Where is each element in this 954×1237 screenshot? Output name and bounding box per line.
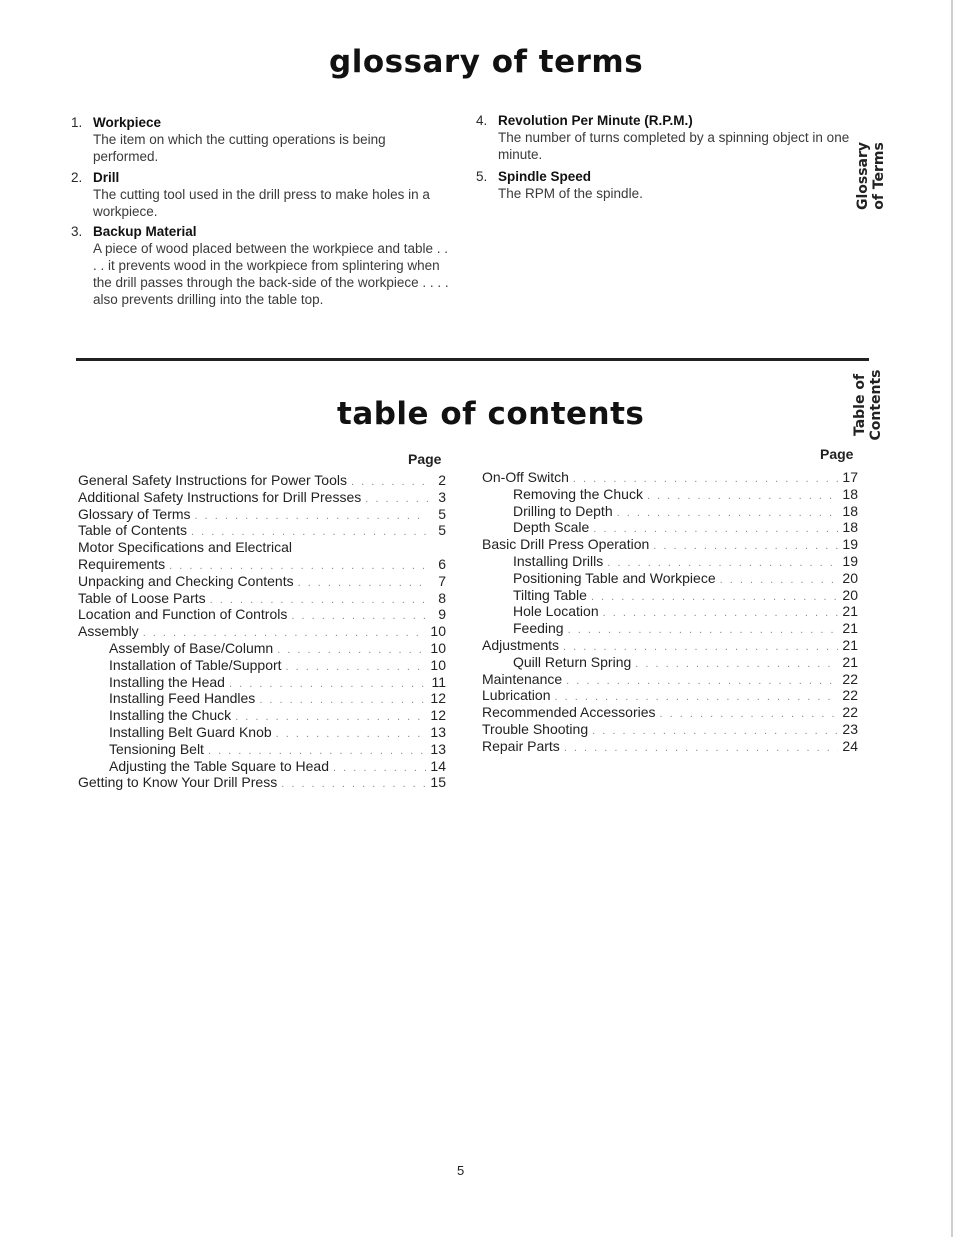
toc-entry-title: Assembly [78,623,139,640]
toc-entry-title: Installation of Table/Support [109,656,282,673]
toc-leader-dots [607,557,838,569]
toc-left-column [78,472,446,791]
toc-entry-title: Depth Scale [513,519,590,536]
toc-entry-page: 8 [438,589,446,606]
toc-entry-title: Table of Contents [78,522,187,539]
toc-leader-dots [259,694,426,706]
toc-entry [482,704,858,721]
toc-entry [78,539,446,556]
glossary-definition: The RPM of the spindle. [498,186,643,201]
toc-leader-dots [593,523,838,535]
toc-leader-dots [191,526,428,538]
toc-entry-title: Tensioning Belt [109,740,204,757]
toc-leader-dots [210,594,428,606]
toc-entry-title: Installing Feed Handles [109,690,256,707]
glossary-term: Workpiece [93,115,162,130]
toc-entry-page: 3 [438,488,446,505]
toc-leader-dots [277,644,426,656]
toc-entry-title: Requirements [78,555,166,572]
toc-entry-page: 10 [430,623,446,640]
toc-entry-title: On-Off Switch [482,469,569,485]
toc-entry [78,758,446,775]
toc-entry-page: 6 [438,555,446,572]
glossary-item-number: 1. [71,115,83,130]
toc-leader-dots [647,490,838,502]
toc-leader-dots [208,745,426,757]
toc-leader-dots [566,675,838,687]
toc-entry-title: Recommended Accessories [482,704,656,721]
toc-leader-dots [281,778,426,790]
toc-leader-dots [229,678,427,690]
glossary-item-number: 3. [71,224,83,239]
toc-leader-dots [591,591,838,603]
toc-entry-title: Repair Parts [482,737,560,754]
toc-entry-page: 13 [430,740,446,757]
toc-entry-title: Getting to Know Your Drill Press [78,774,278,791]
toc-entry-page: 9 [438,606,446,623]
toc-leader-dots [143,627,427,639]
glossary-section-tab [855,136,889,216]
tab-label-line: of Terms [871,142,887,210]
page-number: 5 [457,1163,465,1178]
toc-entry-page: 18 [842,519,858,536]
toc-leader-dots [660,708,839,720]
toc-entry [78,774,446,791]
toc-entry [78,556,446,573]
glossary-item-number: 4. [476,113,488,128]
toc-entry-title: Location and Function of Controls [78,606,288,623]
toc-entry-page: 20 [842,586,858,603]
toc-entry-page: 24 [842,737,858,754]
toc-entry [482,570,858,587]
glossary-item-number: 2. [71,170,83,185]
toc-entry [78,657,446,674]
glossary-term: Spindle Speed [498,169,592,184]
toc-entry-page: 2 [438,472,446,488]
toc-entry-page: 20 [842,569,858,586]
toc-entry-title: General Safety Instructions for Power Tools [78,472,347,488]
toc-entry-page: 13 [430,723,446,740]
toc-heading: table of contents [337,396,645,432]
toc-entry [78,640,446,657]
toc-right-column [482,469,858,755]
toc-entry-page: 14 [430,757,446,774]
toc-entry-title: Removing the Chuck [513,485,643,502]
section-divider [76,358,869,361]
toc-leader-dots [563,641,838,653]
toc-entry [78,707,446,724]
toc-leader-dots [286,661,427,673]
glossary-heading: glossary of terms [329,44,644,80]
toc-entry-page: 5 [438,505,446,522]
glossary-term: Revolution Per Minute (R.P.M.) [498,113,693,128]
toc-entry [482,486,858,503]
toc-leader-dots [298,577,428,589]
glossary-term: Drill [93,170,120,185]
toc-entry [482,587,858,604]
toc-entry [482,536,858,553]
toc-entry [78,724,446,741]
toc-entry [482,687,858,704]
toc-entry-title: Unpacking and Checking Contents [78,572,294,589]
toc-entry-page: 18 [842,502,858,519]
toc-entry [78,472,446,489]
toc-leader-dots [555,691,839,703]
toc-entry-title: Adjusting the Table Square to Head [109,757,330,774]
toc-entry-title: Tilting Table [513,586,587,603]
toc-leader-dots [564,742,839,754]
tab-label-line: Glossary [855,141,871,211]
toc-leader-dots [592,725,838,737]
toc-entry-page: 21 [842,636,858,653]
toc-leader-dots [351,476,428,488]
toc-entry-page: 15 [430,774,446,791]
toc-entry-title: Trouble Shooting [482,720,589,737]
toc-entry-title: Installing Belt Guard Knob [109,723,272,740]
toc-leader-dots [365,493,428,505]
toc-entry-page: 23 [842,720,858,737]
toc-entry-page: 10 [430,656,446,673]
toc-entry-title: Glossary of Terms [78,505,191,522]
glossary-definition: The number of turns completed by a spinning object in one minute. [498,130,850,162]
glossary-item-spindle-speed [476,168,836,202]
toc-entry [482,620,858,637]
toc-entry [482,671,858,688]
toc-entry-page: 21 [842,603,858,620]
toc-entry-title: Motor Specifications and Electrical [78,539,292,556]
toc-leader-dots [603,607,839,619]
toc-entry-page: 19 [842,552,858,569]
glossary-term: Backup Material [93,224,197,239]
toc-entry [482,738,858,755]
toc-entry [78,506,446,523]
toc-entry [78,606,446,623]
toc-entry [78,741,446,758]
toc-entry-page: 22 [842,670,858,687]
toc-entry-page: 21 [842,653,858,670]
toc-entry-title: Basic Drill Press Operation [482,536,650,553]
page-edge [951,0,953,1237]
toc-entry-title: Lubrication [482,687,551,704]
glossary-definition: The item on which the cutting operations is being performed. [93,132,386,164]
toc-entry-title: Table of Loose Parts [78,589,206,606]
glossary-item-number: 5. [476,169,488,184]
toc-entry-page: 22 [842,704,858,721]
toc-entry [482,637,858,654]
toc-entry [482,553,858,570]
toc-leader-dots [653,540,838,552]
toc-entry-title: Quill Return Spring [513,653,632,670]
toc-page-header-right: Page [820,446,854,462]
toc-entry-page: 17 [842,469,858,485]
toc-entry-page: 19 [842,536,858,553]
glossary-item-workpiece [71,114,451,165]
glossary-definition: The cutting tool used in the drill press to make holes in a workpiece. [93,187,430,219]
toc-entry-title: Installing Drills [513,552,604,569]
toc-entry [78,573,446,590]
toc-leader-dots [635,658,838,670]
glossary-item-rpm [476,112,858,163]
toc-entry [78,623,446,640]
toc-entry-page: 21 [842,620,858,637]
toc-entry-title: Installing the Head [109,673,225,690]
toc-entry-page: 11 [431,673,446,690]
toc-leader-dots [276,728,427,740]
toc-leader-dots [568,624,839,636]
toc-entry [78,489,446,506]
toc-entry [78,590,446,607]
toc-entry-page: 12 [430,690,446,707]
glossary-definition: A piece of wood placed between the workpiece and table . . . . it prevents wood in the workpiece from splintering when the drill passes through the back-side of the workpiece . . . . also prevents drilling into the table top. [93,241,449,307]
toc-entry-title: Feeding [513,620,564,637]
glossary-item-drill [71,169,451,220]
toc-entry-title: Maintenance [482,670,563,687]
toc-entry-title: Positioning Table and Workpiece [513,569,716,586]
toc-entry-title: Additional Safety Instructions for Drill Presses [78,488,362,505]
toc-entry-page: 22 [842,687,858,704]
toc-entry-title: Adjustments [482,636,560,653]
toc-leader-dots [720,574,839,586]
toc-leader-dots [333,762,426,774]
toc-entry-page: 10 [430,639,446,656]
toc-entry [482,503,858,520]
toc-entry [482,721,858,738]
toc-entry [78,674,446,691]
toc-leader-dots [195,510,428,522]
toc-entry [482,469,858,486]
glossary-item-backup-material [71,223,451,308]
toc-entry [482,519,858,536]
toc-entry-page: 18 [842,485,858,502]
tab-label-line: Contents [868,369,884,441]
toc-leader-dots [235,711,426,723]
toc-entry [78,690,446,707]
toc-entry [482,603,858,620]
toc-entry [482,654,858,671]
toc-entry-page: 12 [430,707,446,724]
toc-entry-title: Drilling to Depth [513,502,613,519]
toc-entry-page: 5 [438,522,446,539]
toc-entry-title: Assembly of Base/Column [109,639,274,656]
toc-entry-page: 7 [438,572,446,589]
toc-leader-dots [573,473,839,485]
toc-leader-dots [617,507,839,519]
toc-section-tab [852,365,886,445]
toc-leader-dots [291,610,428,622]
toc-entry-title: Installing the Chuck [109,707,232,724]
toc-page-header-left: Page [408,451,442,467]
toc-leader-dots [169,560,428,572]
tab-label-line: Table of [852,373,868,437]
toc-entry [78,522,446,539]
toc-entry-title: Hole Location [513,603,599,620]
